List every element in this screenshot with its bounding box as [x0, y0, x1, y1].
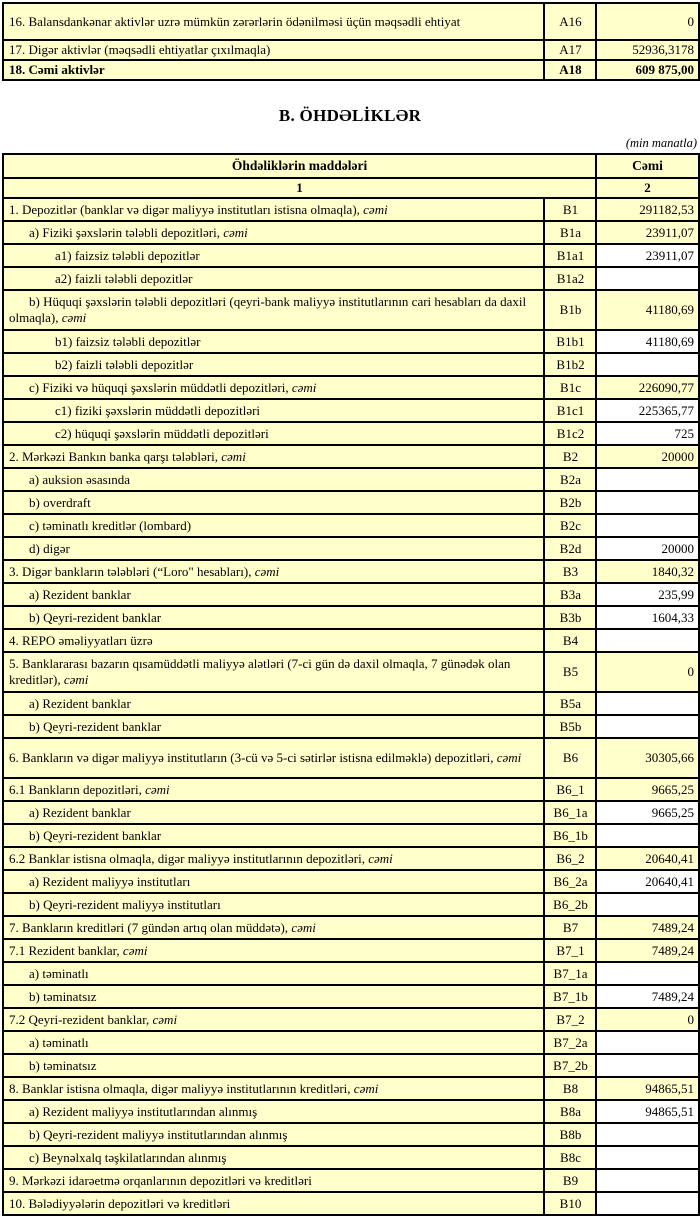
row-label-italic-suffix: cəmi	[122, 942, 148, 958]
row-label: 4. REPO əməliyyatları üzrə	[3, 629, 544, 652]
row-code: B5a	[544, 692, 596, 715]
row-value	[596, 468, 699, 491]
table-row	[3, 824, 699, 847]
row-label: a) Fiziki şəxslərin tələbli depozitləri, cəmi	[3, 221, 544, 244]
row-code: B5b	[544, 715, 596, 738]
row-label: a) Rezident banklar	[3, 692, 544, 715]
assets-table-body	[3, 3, 699, 80]
row-code: B5	[544, 652, 596, 692]
row-code: B7_1a	[544, 962, 596, 985]
row-label-italic-suffix: cəmi	[61, 310, 87, 325]
row-label: 6.2 Banklar istisna olmaqla, digər maliyyə institutlarının depozitləri, cəmi	[3, 847, 544, 870]
row-code: A17	[544, 40, 596, 60]
row-label: 5. Banklararası bazarın qısamüddətli maliyyə alətləri (7-ci gün də daxil olmaqla, 7 günədək olan kreditlər), cəmi	[3, 652, 544, 692]
row-label: a) Rezident maliyyə institutları	[3, 870, 544, 893]
row-label: a) təminatlı	[3, 1031, 544, 1054]
row-label: b) Qeyri-rezident banklar	[3, 824, 544, 847]
row-value	[596, 1054, 699, 1077]
row-value: 226090,77	[596, 376, 699, 399]
row-code: B9	[544, 1169, 596, 1192]
row-label: 3. Digər bankların tələbləri (“Loro" hesabları), cəmi	[3, 560, 544, 583]
row-label: 16. Balansdankənar aktivlər uzrə mümkün zərərlərin ödənilməsi üçün məqsədli ehtiyat	[3, 3, 544, 40]
row-label-italic-suffix: cəmi	[363, 201, 388, 217]
row-label: b1) faizsiz tələbli depozitlər	[3, 330, 544, 353]
row-value: 20000	[596, 445, 699, 468]
row-code: B6_2b	[544, 893, 596, 916]
row-value: 20000	[596, 537, 699, 560]
row-value	[596, 514, 699, 537]
row-label: a1) faizsiz tələbli depozitlər	[3, 244, 544, 267]
row-value: 20640,41	[596, 847, 699, 870]
row-code: B1c1	[544, 399, 596, 422]
row-value	[596, 692, 699, 715]
table-row	[3, 1008, 699, 1031]
row-label: b) təminatsız	[3, 985, 544, 1008]
row-value: 225365,77	[596, 399, 699, 422]
row-label: 8. Banklar istisna olmaqla, digər maliyyə institutlarının kreditləri, cəmi	[3, 1077, 544, 1100]
row-value: 30305,66	[596, 738, 699, 778]
table-row	[3, 738, 699, 778]
table-row	[3, 916, 699, 939]
table-row	[3, 445, 699, 468]
row-label-italic-suffix: cəmi	[291, 919, 316, 935]
assets-table	[2, 2, 700, 81]
row-value	[596, 267, 699, 290]
row-code: B7_2b	[544, 1054, 596, 1077]
table-row	[3, 491, 699, 514]
row-value	[596, 1192, 699, 1215]
table-row	[3, 801, 699, 824]
row-code: B7	[544, 916, 596, 939]
row-code: B3b	[544, 606, 596, 629]
row-label: 9. Mərkəzi idarəetmə orqanlarının depozitləri və kreditləri	[3, 1169, 544, 1192]
row-label-italic-suffix: cəmi	[291, 379, 317, 395]
row-code: B4	[544, 629, 596, 652]
row-code: B1a2	[544, 267, 596, 290]
row-code: B3	[544, 560, 596, 583]
row-label-italic-suffix: cəmi	[368, 850, 393, 866]
row-value: 52936,3178	[596, 40, 699, 60]
table-row	[3, 376, 699, 399]
table-row	[3, 330, 699, 353]
table-row	[3, 1100, 699, 1123]
row-label: 7.2 Qeyri-rezident banklar, cəmi	[3, 1008, 544, 1031]
row-code: B8b	[544, 1123, 596, 1146]
row-code: A16	[544, 3, 596, 40]
row-label-italic-suffix: cəmi	[63, 672, 89, 687]
row-label: 1. Depozitlər (banklar və digər maliyyə institutları istisna olmaqla), cəmi	[3, 198, 544, 221]
row-code: B1a	[544, 221, 596, 244]
row-label: 17. Digər aktivlər (məqsədli ehtiyatlar çıxılmaqla)	[3, 40, 544, 60]
row-code: B1a1	[544, 244, 596, 267]
table-row	[3, 514, 699, 537]
table-row	[3, 560, 699, 583]
row-code: B3a	[544, 583, 596, 606]
table-row	[3, 847, 699, 870]
table-row	[3, 1054, 699, 1077]
row-code: B6_2	[544, 847, 596, 870]
row-value: 94865,51	[596, 1100, 699, 1123]
section-title: B. ÖHDƏLİKLƏR	[278, 106, 422, 125]
row-code: B2a	[544, 468, 596, 491]
column-number-row	[3, 178, 699, 198]
table-row	[3, 1192, 699, 1215]
row-label: b) overdraft	[3, 491, 544, 514]
row-label: b) Qeyri-rezident maliyyə institutları	[3, 893, 544, 916]
table-row	[3, 537, 699, 560]
row-value: 1604,33	[596, 606, 699, 629]
table-row	[3, 629, 699, 652]
row-label: 7. Bankların kreditləri (7 gündən artıq olan müddətə), cəmi	[3, 916, 544, 939]
row-label: 6.1 Bankların depozitləri, cəmi	[3, 778, 544, 801]
table-row	[3, 1031, 699, 1054]
row-value	[596, 353, 699, 376]
row-label: a) Rezident banklar	[3, 801, 544, 824]
row-label-italic-suffix: cəmi	[221, 448, 246, 464]
row-label-italic-suffix: cəmi	[254, 563, 280, 579]
row-value	[596, 629, 699, 652]
table-row	[3, 267, 699, 290]
row-value	[596, 1123, 699, 1146]
row-label-italic-suffix: cəmi	[145, 781, 170, 797]
row-label-italic-suffix: cəmi	[223, 224, 248, 240]
row-value: 0	[596, 652, 699, 692]
row-value	[596, 491, 699, 514]
row-label-italic-suffix: cəmi	[496, 750, 522, 765]
table-row	[3, 778, 699, 801]
row-label: 10. Bələdiyyələrin depozitləri və kreditləri	[3, 1192, 544, 1215]
row-label: a) auksion əsasında	[3, 468, 544, 491]
row-value: 94865,51	[596, 1077, 699, 1100]
row-value: 235,99	[596, 583, 699, 606]
row-code: B2b	[544, 491, 596, 514]
row-label: a) Rezident maliyyə institutlarından alınmış	[3, 1100, 544, 1123]
row-code: B8c	[544, 1146, 596, 1169]
row-label: d) digər	[3, 537, 544, 560]
table-row	[3, 893, 699, 916]
row-value	[596, 824, 699, 847]
table-row	[3, 468, 699, 491]
total-column-header: Cəmi	[596, 154, 699, 178]
row-label: c) Beynəlxalq təşkilatlarından alınmış	[3, 1146, 544, 1169]
row-label: 2. Mərkəzi Bankın banka qarşı tələbləri, cəmi	[3, 445, 544, 468]
row-label-italic-suffix: cəmi	[353, 1080, 379, 1096]
row-code: B6_1b	[544, 824, 596, 847]
row-label: b) Qeyri-rezident banklar	[3, 606, 544, 629]
row-value: 725	[596, 422, 699, 445]
row-label: b2) faizli tələbli depozitlər	[3, 353, 544, 376]
table-row	[3, 1077, 699, 1100]
row-code: B6_1	[544, 778, 596, 801]
row-label: c) təminatlı kreditlər (lombard)	[3, 514, 544, 537]
table-row	[3, 985, 699, 1008]
row-value: 9665,25	[596, 801, 699, 824]
row-value: 7489,24	[596, 985, 699, 1008]
row-label: a) təminatlı	[3, 962, 544, 985]
row-code: B6_1a	[544, 801, 596, 824]
table-row	[3, 1123, 699, 1146]
table-row	[3, 1146, 699, 1169]
table-row	[3, 290, 699, 330]
table-row	[3, 422, 699, 445]
column-number-1: 1	[3, 178, 596, 198]
table-row	[3, 60, 699, 80]
row-code: B6_2a	[544, 870, 596, 893]
table-row	[3, 692, 699, 715]
row-value: 41180,69	[596, 330, 699, 353]
row-label: a2) faizli tələbli depozitlər	[3, 267, 544, 290]
row-value	[596, 1031, 699, 1054]
liabilities-table	[2, 153, 700, 1216]
row-label: b) təminatsız	[3, 1054, 544, 1077]
row-code: B6	[544, 738, 596, 778]
row-code: B2	[544, 445, 596, 468]
table-row	[3, 40, 699, 60]
row-code: B2d	[544, 537, 596, 560]
row-label: b) Qeyri-rezident maliyyə institutlarından alınmış	[3, 1123, 544, 1146]
row-value: 1840,32	[596, 560, 699, 583]
table-row	[3, 939, 699, 962]
row-label: 6. Bankların və digər maliyyə institutların (3-cü və 5-ci sətirlər istisna edilməklə) depozitləri, cəmi	[3, 738, 544, 778]
row-label-italic-suffix: cəmi	[152, 1011, 178, 1027]
table-header-row	[3, 154, 699, 178]
row-value: 7489,24	[596, 916, 699, 939]
row-value	[596, 962, 699, 985]
row-code: A18	[544, 60, 596, 80]
row-value: 0	[596, 1008, 699, 1031]
table-row	[3, 962, 699, 985]
table-row	[3, 870, 699, 893]
row-value: 20640,41	[596, 870, 699, 893]
row-label: a) Rezident banklar	[3, 583, 544, 606]
row-value	[596, 1169, 699, 1192]
table-row	[3, 606, 699, 629]
row-code: B1b	[544, 290, 596, 330]
table-row	[3, 652, 699, 692]
row-code: B7_1b	[544, 985, 596, 1008]
row-value: 23911,07	[596, 244, 699, 267]
row-code: B1b2	[544, 353, 596, 376]
row-value: 41180,69	[596, 290, 699, 330]
row-value	[596, 893, 699, 916]
row-label: 7.1 Rezident banklar, cəmi	[3, 939, 544, 962]
row-value: 7489,24	[596, 939, 699, 962]
table-row	[3, 353, 699, 376]
row-label: 18. Cəmi aktivlər	[3, 60, 544, 80]
table-row	[3, 198, 699, 221]
row-label: b) Hüquqi şəxslərin tələbli depozitləri (qeyri-bank maliyyə institutlarının cari hesabları da daxil olmaqla), cəmi	[3, 290, 544, 330]
row-code: B10	[544, 1192, 596, 1215]
row-label: c1) fiziki şəxslərin müddətli depozitləri	[3, 399, 544, 422]
row-label: c) Fiziki və hüquqi şəxslərin müddətli depozitləri, cəmi	[3, 376, 544, 399]
row-code: B8a	[544, 1100, 596, 1123]
column-number-2: 2	[596, 178, 699, 198]
table-row	[3, 715, 699, 738]
row-code: B7_2	[544, 1008, 596, 1031]
table-row	[3, 399, 699, 422]
row-code: B1c	[544, 376, 596, 399]
row-value: 23911,07	[596, 221, 699, 244]
row-value: 9665,25	[596, 778, 699, 801]
row-code: B7_2a	[544, 1031, 596, 1054]
row-value: 609 875,00	[596, 60, 699, 80]
row-code: B8	[544, 1077, 596, 1100]
items-column-header: Öhdəliklərin maddələri	[3, 154, 596, 178]
row-label: b) Qeyri-rezident banklar	[3, 715, 544, 738]
liabilities-table-body	[3, 198, 699, 1215]
row-value	[596, 1146, 699, 1169]
table-row	[3, 221, 699, 244]
table-row	[3, 244, 699, 267]
table-row	[3, 583, 699, 606]
row-label: c2) hüquqi şəxslərin müddətli depozitləri	[3, 422, 544, 445]
table-row	[3, 1169, 699, 1192]
row-code: B1b1	[544, 330, 596, 353]
row-code: B1c2	[544, 422, 596, 445]
row-code: B7_1	[544, 939, 596, 962]
unit-note: (min manatla)	[625, 136, 697, 150]
row-value: 0	[596, 3, 699, 40]
row-value	[596, 715, 699, 738]
row-code: B1	[544, 198, 596, 221]
row-code: B2c	[544, 514, 596, 537]
row-value: 291182,53	[596, 198, 699, 221]
table-row	[3, 3, 699, 40]
